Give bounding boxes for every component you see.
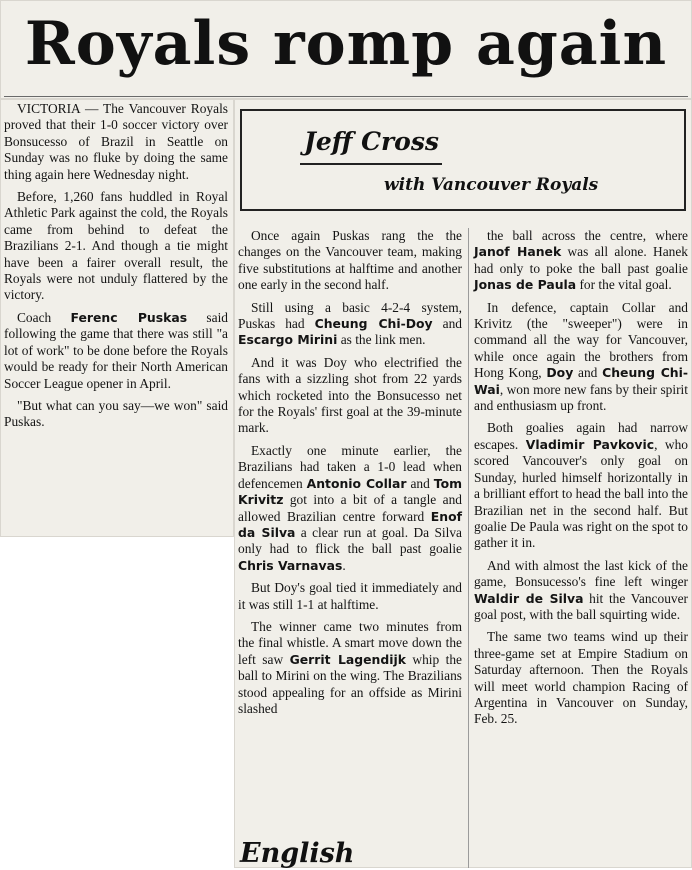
article-paragraph: Both goalies again had narrow escapes. Vladimir Pavkovic, who scored Vancouver's only goal on Sunday, hurled himself horizontally in a brilliant effort to head the ball into the Brazilian net in the second half. But goalie De Paula was right on the spot to gather it in. [474, 420, 688, 551]
article-paragraph: Once again Puskas rang the the changes on the Vancouver team, making five substitutions at halftime and another one early in the second half. [238, 228, 462, 293]
article-paragraph: The same two teams wind up their three-game set at Empire Stadium on Saturday afternoon. Then the Royals will meet world champion Racing of Argentina in Vancouver on Sunday, Feb. 25. [474, 629, 688, 727]
bold-name: Cheung Chi-Wai [474, 365, 689, 397]
article-paragraph: And it was Doy who electrified the fans with a sizzling shot from 22 yards which rocketed into the Bonsucesso net for the Royals' first goal at the 39-minute mark. [238, 354, 462, 436]
article-paragraph: In defence, captain Collar and Krivitz (the "sweeper") were in command all the way for Vancouver, while once again the brothers from Hong Kong, Doy and Cheung Chi-Wai, won more new fans by their spirit and enthusiasm up front. [474, 299, 689, 414]
bold-name: Gerrit Lagendijk [289, 651, 406, 667]
article-paragraph: Coach Ferenc Puskas said following the game that there was still "a lot of work" to be done before the Royals would be ready for their North American Soccer League opener in April. [4, 309, 228, 391]
bold-name: Antonio Collar [306, 475, 407, 491]
article-paragraph: "But what can you say—we won" said Puskas. [4, 397, 228, 430]
bold-name: Doy [546, 365, 574, 381]
bold-name: Waldir de Silva [474, 590, 584, 606]
article-paragraph: But Doy's goal tied it immediately and it was still 1-1 at halftime. [238, 580, 462, 612]
article-paragraph: Before, 1,260 fans huddled in Royal Athletic Park against the cold, the Royals came from behind to defeat the Brazilians 2-1. And though a tie might have been a fairer overall result, the Royals were not unduly flattered by the victory. [4, 189, 228, 303]
article-paragraph: The winner came two minutes from the final whistle. A smart move down the left saw Gerrit Lagendijk whip the ball to Mirini on the wing. The Brazilians stood appealing for an offside as Mirini slashed [238, 618, 462, 716]
bold-name: Ferenc Puskas [70, 309, 188, 325]
byline-underline [300, 163, 442, 165]
article-paragraph: Still using a basic 4-2-4 system, Puskas had Cheung Chi-Doy and Escargo Mirini as the link men. [238, 299, 462, 348]
headline-rule [4, 96, 688, 97]
bold-name: Cheung Chi-Doy [314, 316, 433, 332]
bold-name: Escargo Mirini [238, 332, 338, 348]
article-paragraph: And with almost the last kick of the game, Bonsucesso's fine left winger Waldir de Silva hit the Vancouver goal post, with the ball squirting wide. [474, 557, 688, 622]
bold-name: Vladimir Pavkovic [525, 436, 655, 452]
article-column-1 [4, 101, 228, 437]
next-article-headline-fragment: English [240, 838, 355, 869]
bold-name: Enof da Silva [238, 508, 462, 540]
article-column-2 [238, 228, 462, 723]
article-paragraph: the ball across the centre, where Janof Hanek was all alone. Hanek had only to poke the ball past goalie Jonas de Paula for the vital goal. [474, 228, 688, 293]
bold-name: Chris Varnavas [238, 557, 343, 573]
bold-name: Tom Krivitz [238, 475, 462, 508]
byline-affiliation: with Vancouver Royals [384, 175, 599, 195]
article-paragraph: VICTORIA — The Vancouver Royals proved that their 1-0 soccer victory over Bonsucesso of Brazil in Seattle on Sunday was no fluke by doing the same thing again here Wednesday night. [4, 101, 228, 182]
byline-name: Jeff Cross [304, 127, 440, 156]
article-paragraph: Exactly one minute earlier, the Brazilians had taken a 1-0 lead when defencemen Antonio Collar and Tom Krivitz got into a bit of a tangle and allowed Brazilian centre forward Enof da Silva a clear run at goal. Da Silva only had to flick the ball past goalie Chris Varnavas. [238, 442, 462, 573]
byline-box [240, 109, 686, 211]
headline: Royals romp again [24, 9, 668, 79]
column-divider [468, 228, 469, 868]
bold-name: Jonas de Paula [474, 277, 577, 293]
bold-name: Janof Hanek [474, 244, 562, 260]
article-column-3 [474, 228, 688, 734]
